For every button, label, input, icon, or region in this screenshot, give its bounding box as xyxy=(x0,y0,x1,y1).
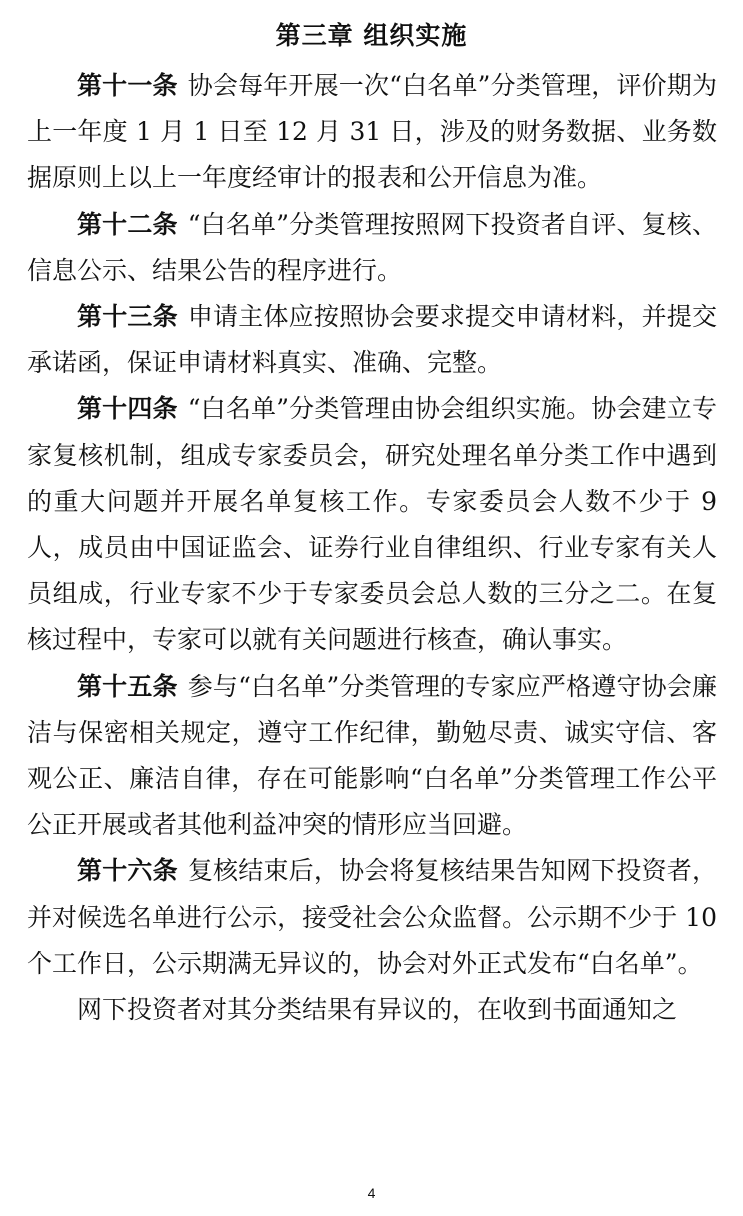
chapter-title: 第三章 组织实施 xyxy=(275,21,468,50)
article-text: 协会每年开展一次“白名单”分类管理，评价期为上一年度 1 月 1 日至 12 月 31 日，涉及的财务数据、业务数据原则上以上一年度经审计的报表和公开信息为准。 xyxy=(27,71,717,193)
paragraph-text: 网下投资者对其分类结果有异议的，在收到书面通知之 xyxy=(77,995,678,1025)
article-paragraph xyxy=(27,294,717,386)
article-number: 第十二条 xyxy=(77,209,178,239)
article-text: “白名单”分类管理按照网下投资者自评、复核、信息公示、结果公告的程序进行。 xyxy=(27,209,717,285)
article-number: 第十五条 xyxy=(77,671,178,701)
article-number: 第十六条 xyxy=(77,856,178,886)
article-number: 第十一条 xyxy=(77,71,178,100)
article-number: 第十四条 xyxy=(77,394,178,424)
article-paragraph xyxy=(27,202,717,294)
article-paragraph xyxy=(27,386,717,663)
article-number: 第十三条 xyxy=(77,302,178,332)
article-paragraph xyxy=(27,664,717,849)
document-body xyxy=(27,63,717,1033)
article-text: 复核结束后，协会将复核结果告知网下投资者，并对候选名单进行公示，接受社会公众监督。公示期不少于 10 个工作日，公示期满无异议的，协会对外正式发布“白名单”。 xyxy=(27,856,717,978)
continuation-paragraph xyxy=(27,987,717,1033)
article-text: “白名单”分类管理由协会组织实施。协会建立专家复核机制，组成专家委员会，研究处理名单分类工作中遇到的重大问题并开展名单复核工作。专家委员会人数不少于 9 人，成员由中国证监会、证券行业自律组织、行业专家有关人员组成，行业专家不少于专家委员会总人数的三分之二。在复核过程中，专家可以就有关问题进行核查，确认事实。 xyxy=(27,394,717,655)
article-paragraph xyxy=(27,63,717,202)
article-text: 申请主体应按照协会要求提交申请材料，并提交承诺函，保证申请材料真实、准确、完整。 xyxy=(27,302,717,378)
article-text: 参与“白名单”分类管理的专家应严格遵守协会廉洁与保密相关规定，遵守工作纪律，勤勉尽责、诚实守信、客观公正、廉洁自律，存在可能影响“白名单”分类管理工作公平公正开展或者其他利益冲突的情形应当回避。 xyxy=(27,671,717,840)
article-paragraph xyxy=(27,848,717,987)
page-number: 4 xyxy=(367,1185,376,1201)
